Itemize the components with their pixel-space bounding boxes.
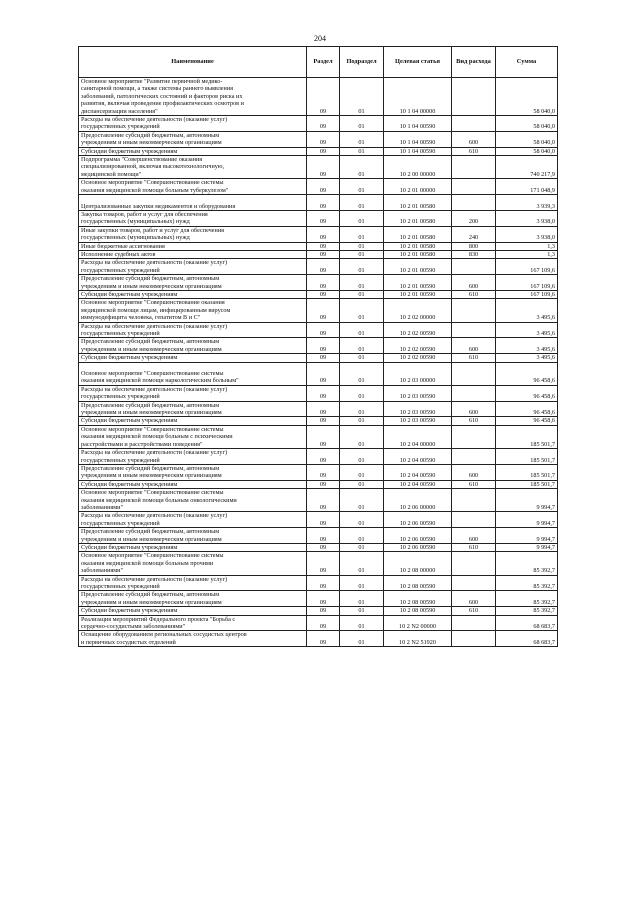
row-razdel-cell: 09: [307, 116, 340, 132]
row-expense-type-cell: [452, 78, 496, 116]
row-target-article-cell: 10 2 08 00000: [384, 552, 452, 575]
row-sum-cell: 185 501,7: [496, 449, 558, 465]
row-sum-cell: 96 458,6: [496, 417, 558, 425]
row-sum-cell: 185 501,7: [496, 425, 558, 448]
table-row: [79, 543, 558, 551]
table-row: [79, 512, 558, 528]
budget-table: [78, 46, 558, 647]
row-target-article-cell: 10 2 03 00590: [384, 417, 452, 425]
row-target-article-cell: 10 2 04 00590: [384, 449, 452, 465]
row-target-article-cell: 10 2 04 00000: [384, 425, 452, 448]
row-razdel-cell: 09: [307, 156, 340, 179]
table-row: [79, 552, 558, 575]
row-name-cell: Основное мероприятие "Развитие первичной медико- санитарной помощи, а также системы раннего выявления заболеваний, патологических состояний и факторов риска их развития, включая проведение профилактических осмотров и диспансеризации населения": [79, 78, 307, 116]
row-razdel-cell: 09: [307, 464, 340, 480]
row-target-article-cell: 10 2 08 00590: [384, 607, 452, 615]
row-expense-type-cell: 610: [452, 543, 496, 551]
row-target-article-cell: 10 1 04 00590: [384, 116, 452, 132]
row-target-article-cell: 10 2 04 00590: [384, 480, 452, 488]
table-row: [79, 338, 558, 354]
row-sum-cell: 96 458,6: [496, 362, 558, 385]
row-name-cell: Исполнение судебных актов: [79, 250, 307, 258]
row-target-article-cell: 10 2 03 00000: [384, 362, 452, 385]
row-expense-type-cell: [452, 156, 496, 179]
row-target-article-cell: 10 2 03 00590: [384, 401, 452, 417]
row-expense-type-cell: 600: [452, 591, 496, 607]
row-expense-type-cell: 600: [452, 338, 496, 354]
row-podrazdel-cell: 01: [340, 489, 384, 512]
row-target-article-cell: 10 2 06 00590: [384, 512, 452, 528]
row-podrazdel-cell: 01: [340, 591, 384, 607]
row-name-cell: Расходы на обеспечение деятельности (оказание услуг) государственных учреждений: [79, 449, 307, 465]
table-row: [79, 147, 558, 155]
row-sum-cell: 96 458,6: [496, 385, 558, 401]
row-name-cell: Закупка товаров, работ и услуг для обеспечения государственных (муниципальных) нужд: [79, 210, 307, 226]
table-row: [79, 480, 558, 488]
row-podrazdel-cell: 01: [340, 354, 384, 362]
row-sum-cell: 96 458,6: [496, 401, 558, 417]
row-podrazdel-cell: 01: [340, 631, 384, 647]
row-expense-type-cell: [452, 425, 496, 448]
table-row: [79, 489, 558, 512]
header-podrazdel: Подраздел: [340, 47, 384, 78]
row-podrazdel-cell: 01: [340, 425, 384, 448]
row-expense-type-cell: 200: [452, 210, 496, 226]
row-name-cell: Предоставление субсидий бюджетным, автономным учреждениям и иным некоммерческим организациям: [79, 131, 307, 147]
row-sum-cell: 3 495,6: [496, 322, 558, 338]
row-name-cell: Основное мероприятие "Совершенствование системы оказания медицинской помощи больным прочими заболеваниями": [79, 552, 307, 575]
row-expense-type-cell: 800: [452, 242, 496, 250]
row-target-article-cell: 10 2 01 00580: [384, 195, 452, 211]
row-target-article-cell: 10 2 01 00000: [384, 179, 452, 195]
row-name-cell: Субсидии бюджетным учреждениям: [79, 147, 307, 155]
row-sum-cell: 3 495,6: [496, 299, 558, 322]
row-razdel-cell: 09: [307, 226, 340, 242]
row-name-cell: Предоставление субсидий бюджетным, автономным учреждениям и иным некоммерческим организациям: [79, 338, 307, 354]
row-razdel-cell: 09: [307, 449, 340, 465]
row-name-cell: Субсидии бюджетным учреждениям: [79, 607, 307, 615]
row-name-cell: Расходы на обеспечение деятельности (оказание услуг) государственных учреждений: [79, 385, 307, 401]
row-expense-type-cell: [452, 615, 496, 631]
table-row: [79, 401, 558, 417]
row-podrazdel-cell: 01: [340, 131, 384, 147]
row-sum-cell: 85 392,7: [496, 552, 558, 575]
row-sum-cell: 68 683,7: [496, 615, 558, 631]
row-sum-cell: 1,3: [496, 242, 558, 250]
row-name-cell: Основное мероприятие "Совершенствование системы оказания медицинской помощи больным туберкулезом": [79, 179, 307, 195]
row-razdel-cell: 09: [307, 512, 340, 528]
row-sum-cell: 3 495,6: [496, 354, 558, 362]
row-razdel-cell: 09: [307, 354, 340, 362]
row-name-cell: Субсидии бюджетным учреждениям: [79, 290, 307, 298]
row-expense-type-cell: [452, 179, 496, 195]
table-row: [79, 78, 558, 116]
row-name-cell: Реализация мероприятий Федерального проекта "Борьба с сердечно-сосудистыми заболеваниями": [79, 615, 307, 631]
row-expense-type-cell: 600: [452, 131, 496, 147]
row-razdel-cell: 09: [307, 242, 340, 250]
row-sum-cell: 85 392,7: [496, 575, 558, 591]
table-row: [79, 362, 558, 385]
row-expense-type-cell: 610: [452, 290, 496, 298]
row-target-article-cell: 10 2 06 00590: [384, 528, 452, 544]
row-name-cell: Субсидии бюджетным учреждениям: [79, 417, 307, 425]
table-row: [79, 449, 558, 465]
row-sum-cell: 68 683,7: [496, 631, 558, 647]
header-expense-type: Вид расхода: [452, 47, 496, 78]
header-target-article: Целевая статья: [384, 47, 452, 78]
row-sum-cell: 9 994,7: [496, 512, 558, 528]
row-razdel-cell: 09: [307, 401, 340, 417]
row-sum-cell: 58 040,0: [496, 147, 558, 155]
table-row: [79, 607, 558, 615]
row-name-cell: Предоставление субсидий бюджетным, автономным учреждениям и иным некоммерческим организациям: [79, 528, 307, 544]
row-target-article-cell: 10 2 01 00580: [384, 250, 452, 258]
row-razdel-cell: 09: [307, 480, 340, 488]
row-target-article-cell: 10 2 01 00580: [384, 242, 452, 250]
row-name-cell: Субсидии бюджетным учреждениям: [79, 354, 307, 362]
row-razdel-cell: 09: [307, 210, 340, 226]
row-expense-type-cell: 610: [452, 417, 496, 425]
table-row: [79, 575, 558, 591]
table-row: [79, 242, 558, 250]
row-razdel-cell: 09: [307, 591, 340, 607]
row-razdel-cell: 09: [307, 615, 340, 631]
row-expense-type-cell: [452, 575, 496, 591]
row-expense-type-cell: 610: [452, 480, 496, 488]
row-name-cell: Субсидии бюджетным учреждениям: [79, 543, 307, 551]
row-target-article-cell: 10 2 01 00590: [384, 259, 452, 275]
row-target-article-cell: 10 2 03 00590: [384, 385, 452, 401]
row-name-cell: Расходы на обеспечение деятельности (оказание услуг) государственных учреждений: [79, 322, 307, 338]
row-podrazdel-cell: 01: [340, 275, 384, 291]
table-row: [79, 116, 558, 132]
table-row: [79, 179, 558, 195]
table-row: [79, 385, 558, 401]
row-expense-type-cell: 610: [452, 354, 496, 362]
row-expense-type-cell: 600: [452, 275, 496, 291]
row-target-article-cell: 10 2 01 00590: [384, 275, 452, 291]
row-expense-type-cell: [452, 259, 496, 275]
row-name-cell: Субсидии бюджетным учреждениям: [79, 480, 307, 488]
row-sum-cell: 85 392,7: [496, 591, 558, 607]
row-sum-cell: 3 939,3: [496, 195, 558, 211]
table-row: [79, 322, 558, 338]
row-expense-type-cell: [452, 631, 496, 647]
row-expense-type-cell: [452, 362, 496, 385]
row-razdel-cell: 09: [307, 299, 340, 322]
row-sum-cell: 9 994,7: [496, 489, 558, 512]
row-razdel-cell: 09: [307, 179, 340, 195]
table-row: [79, 299, 558, 322]
row-podrazdel-cell: 01: [340, 290, 384, 298]
row-razdel-cell: 09: [307, 78, 340, 116]
row-sum-cell: 3 938,0: [496, 226, 558, 242]
row-podrazdel-cell: 01: [340, 552, 384, 575]
row-sum-cell: 85 392,7: [496, 607, 558, 615]
row-sum-cell: 58 040,0: [496, 131, 558, 147]
row-podrazdel-cell: 01: [340, 575, 384, 591]
row-podrazdel-cell: 01: [340, 528, 384, 544]
row-target-article-cell: 10 2 01 00580: [384, 210, 452, 226]
row-razdel-cell: 09: [307, 362, 340, 385]
row-sum-cell: 167 109,6: [496, 290, 558, 298]
row-expense-type-cell: [452, 449, 496, 465]
row-razdel-cell: 09: [307, 631, 340, 647]
row-podrazdel-cell: 01: [340, 543, 384, 551]
row-razdel-cell: 09: [307, 489, 340, 512]
row-name-cell: Подпрограмма "Совершенствование оказания специализированной, включая высокотехнологичную, медицинской помощи": [79, 156, 307, 179]
row-name-cell: Предоставление субсидий бюджетным, автономным учреждениям и иным некоммерческим организациям: [79, 401, 307, 417]
row-podrazdel-cell: 01: [340, 259, 384, 275]
table-row: [79, 425, 558, 448]
row-target-article-cell: 10 2 01 00580: [384, 226, 452, 242]
row-target-article-cell: 10 1 04 00590: [384, 147, 452, 155]
row-target-article-cell: 10 2 02 00590: [384, 338, 452, 354]
row-expense-type-cell: [452, 195, 496, 211]
row-podrazdel-cell: 01: [340, 512, 384, 528]
row-podrazdel-cell: 01: [340, 607, 384, 615]
row-razdel-cell: 09: [307, 322, 340, 338]
row-razdel-cell: 09: [307, 147, 340, 155]
row-podrazdel-cell: 01: [340, 195, 384, 211]
row-target-article-cell: 10 2 06 00590: [384, 543, 452, 551]
table-row: [79, 226, 558, 242]
row-name-cell: Предоставление субсидий бюджетным, автономным учреждениям и иным некоммерческим организациям: [79, 464, 307, 480]
row-name-cell: Расходы на обеспечение деятельности (оказание услуг) государственных учреждений: [79, 259, 307, 275]
table-row: [79, 156, 558, 179]
row-sum-cell: 171 048,9: [496, 179, 558, 195]
row-razdel-cell: 09: [307, 385, 340, 401]
row-name-cell: Оснащение оборудованием региональных сосудистых центров и первичных сосудистых отделений: [79, 631, 307, 647]
row-razdel-cell: 09: [307, 338, 340, 354]
row-podrazdel-cell: 01: [340, 116, 384, 132]
row-sum-cell: 185 501,7: [496, 464, 558, 480]
row-podrazdel-cell: 01: [340, 401, 384, 417]
row-name-cell: Основное мероприятие "Совершенствование системы оказания медицинской помощи наркологическим больным": [79, 362, 307, 385]
row-razdel-cell: 09: [307, 417, 340, 425]
table-row: [79, 615, 558, 631]
row-name-cell: Расходы на обеспечение деятельности (оказание услуг) государственных учреждений: [79, 575, 307, 591]
row-razdel-cell: 09: [307, 259, 340, 275]
table-row: [79, 417, 558, 425]
row-expense-type-cell: [452, 322, 496, 338]
row-podrazdel-cell: 01: [340, 78, 384, 116]
row-podrazdel-cell: 01: [340, 362, 384, 385]
row-razdel-cell: 09: [307, 607, 340, 615]
table-row: [79, 631, 558, 647]
row-sum-cell: 3 495,6: [496, 338, 558, 354]
row-target-article-cell: 10 2 02 00590: [384, 322, 452, 338]
row-razdel-cell: 09: [307, 250, 340, 258]
row-podrazdel-cell: 01: [340, 242, 384, 250]
row-name-cell: Централизованные закупки медикаментов и оборудования: [79, 195, 307, 211]
row-sum-cell: 167 109,6: [496, 275, 558, 291]
row-name-cell: Основное мероприятие "Совершенствование оказания медицинской помощи лицам, инфицированным вирусом иммунодефицита человека, гепатитом В и С": [79, 299, 307, 322]
row-expense-type-cell: [452, 552, 496, 575]
row-expense-type-cell: 240: [452, 226, 496, 242]
row-target-article-cell: 10 1 04 00590: [384, 131, 452, 147]
row-podrazdel-cell: 01: [340, 156, 384, 179]
row-podrazdel-cell: 01: [340, 464, 384, 480]
row-podrazdel-cell: 01: [340, 299, 384, 322]
row-expense-type-cell: 600: [452, 464, 496, 480]
row-expense-type-cell: [452, 299, 496, 322]
row-podrazdel-cell: 01: [340, 250, 384, 258]
row-expense-type-cell: 600: [452, 401, 496, 417]
row-name-cell: Основное мероприятие "Совершенствование системы оказания медицинской помощи больным с психическими расстройствами и расстройствами поведения": [79, 425, 307, 448]
row-podrazdel-cell: 01: [340, 449, 384, 465]
row-name-cell: Расходы на обеспечение деятельности (оказание услуг) государственных учреждений: [79, 512, 307, 528]
row-sum-cell: 167 109,6: [496, 259, 558, 275]
row-podrazdel-cell: 01: [340, 338, 384, 354]
row-podrazdel-cell: 01: [340, 147, 384, 155]
table-row: [79, 464, 558, 480]
row-expense-type-cell: [452, 116, 496, 132]
row-razdel-cell: 09: [307, 195, 340, 211]
row-target-article-cell: 10 2 06 00000: [384, 489, 452, 512]
row-podrazdel-cell: 01: [340, 226, 384, 242]
row-razdel-cell: 09: [307, 552, 340, 575]
row-expense-type-cell: 610: [452, 607, 496, 615]
row-razdel-cell: 09: [307, 290, 340, 298]
row-sum-cell: 58 040,0: [496, 78, 558, 116]
row-razdel-cell: 09: [307, 425, 340, 448]
row-name-cell: Иные бюджетные ассигнования: [79, 242, 307, 250]
row-name-cell: Иные закупки товаров, работ и услуг для обеспечения государственных (муниципальных) нужд: [79, 226, 307, 242]
row-target-article-cell: 10 2 04 00590: [384, 464, 452, 480]
row-name-cell: Предоставление субсидий бюджетным, автономным учреждениям и иным некоммерческим организациям: [79, 591, 307, 607]
table-row: [79, 195, 558, 211]
row-target-article-cell: 10 2 01 00590: [384, 290, 452, 298]
row-razdel-cell: 09: [307, 528, 340, 544]
row-name-cell: Предоставление субсидий бюджетным, автономным учреждениям и иным некоммерческим организациям: [79, 275, 307, 291]
row-sum-cell: 185 501,7: [496, 480, 558, 488]
table-row: [79, 259, 558, 275]
row-razdel-cell: 09: [307, 543, 340, 551]
header-razdel: Раздел: [307, 47, 340, 78]
row-sum-cell: 58 040,0: [496, 116, 558, 132]
row-target-article-cell: 10 2 08 00590: [384, 575, 452, 591]
row-sum-cell: 9 994,7: [496, 528, 558, 544]
row-razdel-cell: 09: [307, 131, 340, 147]
table-header-row: [79, 47, 558, 78]
row-sum-cell: 9 994,7: [496, 543, 558, 551]
table-row: [79, 275, 558, 291]
table-row: [79, 250, 558, 258]
row-podrazdel-cell: 01: [340, 480, 384, 488]
row-target-article-cell: 10 2 N2 51920: [384, 631, 452, 647]
row-expense-type-cell: 610: [452, 147, 496, 155]
row-razdel-cell: 09: [307, 275, 340, 291]
row-target-article-cell: 10 2 02 00590: [384, 354, 452, 362]
table-row: [79, 591, 558, 607]
row-sum-cell: 3 938,0: [496, 210, 558, 226]
row-podrazdel-cell: 01: [340, 385, 384, 401]
table-row: [79, 528, 558, 544]
header-sum: Сумма: [496, 47, 558, 78]
row-name-cell: Расходы на обеспечение деятельности (оказание услуг) государственных учреждений: [79, 116, 307, 132]
table-row: [79, 354, 558, 362]
row-podrazdel-cell: 01: [340, 322, 384, 338]
row-expense-type-cell: [452, 512, 496, 528]
row-sum-cell: 1,3: [496, 250, 558, 258]
row-name-cell: Основное мероприятие "Совершенствование системы оказания медицинской помощи больным онкологическими заболеваниями": [79, 489, 307, 512]
row-target-article-cell: 10 2 N2 00000: [384, 615, 452, 631]
row-expense-type-cell: 830: [452, 250, 496, 258]
row-target-article-cell: 10 1 04 00000: [384, 78, 452, 116]
row-target-article-cell: 10 2 02 00000: [384, 299, 452, 322]
row-expense-type-cell: [452, 489, 496, 512]
page-number: 204: [314, 34, 326, 43]
row-target-article-cell: 10 2 08 00590: [384, 591, 452, 607]
row-expense-type-cell: 600: [452, 528, 496, 544]
row-razdel-cell: 09: [307, 575, 340, 591]
row-podrazdel-cell: 01: [340, 615, 384, 631]
row-target-article-cell: 10 2 00 00000: [384, 156, 452, 179]
row-expense-type-cell: [452, 385, 496, 401]
header-name: Наименование: [79, 47, 307, 78]
table-row: [79, 290, 558, 298]
table-row: [79, 131, 558, 147]
row-podrazdel-cell: 01: [340, 179, 384, 195]
table-row: [79, 210, 558, 226]
row-podrazdel-cell: 01: [340, 417, 384, 425]
row-sum-cell: 740 217,9: [496, 156, 558, 179]
row-podrazdel-cell: 01: [340, 210, 384, 226]
